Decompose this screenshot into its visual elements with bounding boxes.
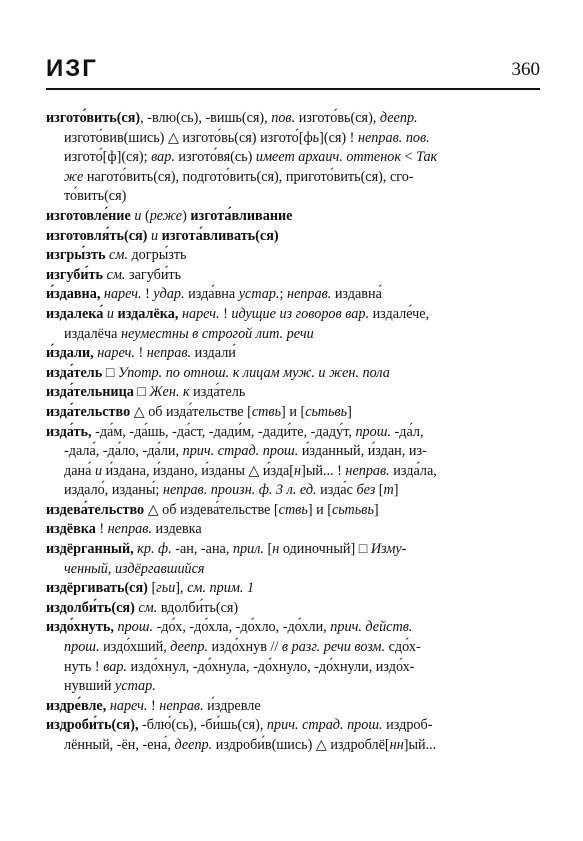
headword: изгота́вливание (190, 207, 293, 224)
entry-text: деепр. (170, 639, 208, 656)
dictionary-entry (46, 403, 540, 423)
entry-text: идущие из говоров вар. (231, 305, 370, 322)
entry-line (46, 677, 540, 697)
entry-text: изгото́[ф](ся); (64, 149, 152, 166)
entry-text: и (134, 207, 142, 224)
entry-text: см. прим. 1 (187, 580, 255, 597)
headword: изготовле́ние (46, 207, 131, 224)
headword: изда́тель (46, 364, 103, 381)
dictionary-entry (46, 716, 540, 755)
entry-text: -да́л, (391, 423, 424, 440)
entry-text: устар. (115, 678, 156, 695)
entry-line (46, 168, 540, 188)
entry-text: без (356, 482, 376, 499)
entry-text: издо́хнув // (207, 639, 282, 656)
headword: издёргивать(ся) (46, 580, 148, 597)
entry-line (46, 129, 540, 149)
entry-text: прош. (64, 639, 100, 656)
entry-text: н (294, 462, 302, 479)
headword: издева́тельство (46, 501, 145, 518)
dictionary-entry (46, 501, 540, 521)
entry-line (46, 403, 540, 423)
dictionary-entry (46, 423, 540, 501)
entry-line (46, 325, 540, 345)
entry-text: -ан, -ана, (171, 541, 233, 558)
entry-text: издали́ (191, 345, 236, 362)
entry-line (46, 658, 540, 678)
entry-line (46, 207, 540, 227)
entry-text: ь (312, 129, 320, 146)
entry-text: вдолби́ть(ся) (157, 599, 239, 616)
entry-text: и (150, 227, 159, 244)
entry-text: ь (367, 501, 374, 518)
entry-line (46, 246, 540, 266)
entry-text: ь (354, 501, 362, 518)
headword: издо́хнуть, (46, 619, 114, 636)
entry-list (46, 109, 540, 756)
entry-text: ] (347, 403, 352, 420)
entry-text: ]ый... (403, 737, 437, 753)
entry-text: имеет архаич. оттенок (255, 149, 401, 166)
entry-text: ств (278, 501, 302, 518)
entry-line (46, 305, 540, 325)
entry-text: неуместны в строгой лит. речи (120, 325, 314, 342)
entry-text: ! (147, 697, 160, 714)
headword: изгуби́ть (46, 266, 103, 283)
entry-line (46, 442, 540, 462)
headword: и́здавна, (46, 286, 101, 303)
entry-text: неправ. (146, 345, 192, 362)
entry-text: изгото́вя(сь) (174, 149, 256, 166)
entry-text: см. (138, 599, 158, 616)
entry-text: вар. (151, 149, 175, 166)
entry-text: ! (95, 521, 108, 538)
entry-text: ченный, издёргавшийся (64, 560, 205, 577)
headword: изда́тельство (46, 403, 131, 420)
entry-text: изда́тель (189, 384, 246, 401)
entry-text: [ (147, 580, 157, 597)
entry-line (46, 266, 540, 286)
entry-text: издевка (151, 521, 202, 538)
entry-text: загуби́ть (125, 266, 182, 283)
entry-text: нареч. (181, 305, 220, 322)
entry-line (46, 344, 540, 364)
dictionary-entry (46, 520, 540, 540)
entry-text: ], (175, 580, 188, 597)
headword: изгота́вливать(ся) (161, 227, 279, 244)
dictionary-entry (46, 246, 540, 266)
entry-text: ь (311, 403, 318, 420)
entry-text: нн (389, 737, 404, 753)
entry-text: неправ. пов. (357, 129, 430, 146)
dictionary-entry (46, 266, 540, 286)
entry-text: ]ый... ! (301, 462, 346, 479)
entry-text: Употр. по отнош. к лицам муж. и жен. пола (117, 364, 390, 381)
entry-text: ь (161, 580, 169, 597)
entry-text: и́здана, и́здано, и́зданы △ и́зда[ (102, 462, 295, 479)
entry-text: деепр. (379, 110, 418, 126)
dictionary-entry (46, 579, 540, 599)
entry-text: г (156, 580, 162, 597)
entry-line (46, 481, 540, 501)
entry-text: пов. (271, 110, 296, 126)
entry-line (46, 227, 540, 247)
dictionary-entry (46, 697, 540, 717)
entry-text: □ (133, 384, 150, 401)
headword: издёвка (46, 521, 96, 538)
entry-text: и́здревле (203, 697, 261, 714)
dictionary-entry (46, 599, 540, 619)
entry-text: нареч. (109, 697, 148, 714)
headword: изда́тельница (46, 384, 134, 401)
entry-text: с (331, 501, 339, 518)
entry-text: с (305, 403, 312, 420)
page-header (46, 55, 540, 85)
entry-text: ! (141, 286, 154, 303)
headword: изготовля́ть(ся) (46, 227, 148, 244)
entry-text: издалёча (64, 325, 121, 342)
entry-text: □ (102, 364, 118, 381)
entry-text: издо́хший, (99, 639, 171, 656)
entry-text: кр. ф. (137, 541, 172, 558)
entry-text: прич. страд. прош. (182, 443, 299, 460)
entry-text: -дала́, -да́ло, -да́ли, (64, 443, 183, 460)
headword: изгото́вить(ся) (46, 110, 141, 126)
headword: издалёка, (117, 305, 179, 322)
entry-text: изда́с (316, 482, 357, 499)
entry-text: неправ. (286, 286, 332, 303)
entry-text: ](ся) ! (319, 129, 358, 146)
entry-text: издроби́в(шись) △ издроблё[ (212, 737, 390, 753)
entry-line (46, 109, 540, 129)
entry-line (46, 462, 540, 482)
entry-line (46, 618, 540, 638)
entry-text: н (272, 541, 280, 558)
entry-text: см. (106, 266, 126, 283)
entry-line (46, 638, 540, 658)
entry-text: прич. действ. (330, 619, 413, 636)
dictionary-entry (46, 344, 540, 364)
entry-text: нувший (64, 678, 116, 695)
entry-text: △ об изда́тельстве [ (130, 403, 252, 420)
entry-line (46, 383, 540, 403)
entry-text: удар. (153, 286, 185, 303)
entry-text: прич. страд. прош. (266, 717, 383, 734)
entry-text: [ (375, 482, 384, 499)
entry-text: в (361, 501, 368, 518)
dictionary-entry (46, 305, 540, 344)
entry-text: догры́зть (127, 247, 187, 264)
entry-text: -до́х, -до́хла, -до́хло, -до́хли, (153, 619, 331, 636)
entry-line (46, 364, 540, 384)
entry-text: то́вить(ся) (64, 188, 127, 205)
entry-line (46, 148, 540, 168)
header-rule (46, 88, 540, 90)
entry-text: в (334, 403, 341, 420)
entry-text: прош. (117, 619, 154, 636)
entry-text: ь (338, 501, 345, 518)
entry-text: Жен. к (149, 384, 190, 401)
entry-text: -да́м, -да́шь, -да́ст, -дади́м, -дади́те, -даду́т, (91, 423, 356, 440)
headword: издёрганный, (46, 541, 134, 558)
entry-text: лённый, -ён, -ена́, (64, 737, 175, 753)
headword: и́здали, (46, 345, 94, 362)
entry-text: и (168, 580, 176, 597)
headword: издолби́ть(ся) (46, 599, 135, 616)
entry-line (46, 423, 540, 443)
entry-text: нуть ! (64, 658, 104, 675)
entry-text: т (383, 482, 394, 499)
entry-line (46, 501, 540, 521)
entry-text: ) (182, 207, 191, 224)
entry-text: издроб- (382, 717, 433, 734)
entry-line (46, 187, 540, 207)
entry-line (46, 736, 540, 756)
entry-text: ! (134, 345, 147, 362)
entry-text: нареч. (103, 286, 142, 303)
entry-text: неправ. (159, 697, 204, 714)
dictionary-entry (46, 285, 540, 305)
entry-text: , -влю(сь), -вишь(ся), (140, 110, 272, 126)
entry-text: т (344, 501, 355, 518)
headword: издре́вле, (46, 697, 107, 714)
entry-text: неправ. (107, 521, 152, 538)
entry-text: в разг. речи возм. (281, 639, 386, 656)
entry-text: ] и [ (281, 403, 306, 420)
entry-line (46, 540, 540, 560)
entry-text: △ об издева́тельстве [ (144, 501, 279, 518)
entry-text: вар. (103, 658, 127, 675)
entry-text: и (94, 462, 103, 479)
entry-line (46, 285, 540, 305)
entry-text: нареч. (97, 345, 135, 362)
entry-text: неправ. (345, 462, 390, 479)
entry-line (46, 579, 540, 599)
entry-text: ] (373, 501, 379, 518)
entry-text: деепр. (174, 737, 213, 753)
entry-text: прош. (355, 423, 391, 440)
entry-text: же (64, 168, 84, 185)
dictionary-entry (46, 227, 540, 247)
entry-text: ] и [ (307, 501, 332, 518)
entry-text: ь (301, 501, 308, 518)
entry-text: дана́ (64, 462, 95, 479)
entry-text: ! (219, 305, 232, 322)
page-number: 360 (511, 59, 540, 80)
entry-text: т (317, 403, 329, 420)
entry-text: изда́ла, (389, 462, 437, 479)
entry-text: ; (279, 286, 287, 303)
headword: издроби́ть(ся), (46, 717, 139, 734)
entry-text: издо́хнул, -до́хнула, -до́хнуло, -до́хнули, издо́х- (126, 658, 415, 675)
entry-text: Изму- (370, 541, 407, 558)
entry-text: нагото́вить(ся), подгото́вить(ся), пригото́вить(ся), сго- (83, 168, 414, 185)
dictionary-entry (46, 540, 540, 579)
entry-line (46, 716, 540, 736)
entry-text: Так (416, 149, 438, 166)
dictionary-entry (46, 383, 540, 403)
dictionary-entry (46, 364, 540, 384)
entry-text: ] (393, 482, 399, 499)
entry-text: см. (109, 247, 128, 264)
entry-text: изгото́вив(шись) △ изгото́вь(ся) изгото́[ф (64, 129, 313, 146)
entry-text: одиночный] □ (279, 541, 371, 558)
entry-text: устар. (238, 286, 280, 303)
entry-text: издало́, изданы́; (64, 482, 163, 499)
entry-line (46, 599, 540, 619)
entry-text: ь (328, 403, 335, 420)
entry-text: изда́вна (184, 286, 239, 303)
entry-text: и́зданный, и́здан, из- (298, 443, 427, 460)
entry-text: ( (141, 207, 150, 224)
entry-text: ь (274, 403, 282, 420)
entry-text: издавна́ (331, 286, 382, 303)
running-head-word: ИЗГ (46, 55, 98, 82)
dictionary-entry (46, 207, 540, 227)
entry-text: изгото́вь(ся), (295, 110, 380, 126)
dictionary-entry (46, 109, 540, 207)
entry-text: < (400, 149, 417, 166)
entry-text: издале́че, (369, 305, 430, 322)
entry-text: ств (251, 403, 275, 420)
dictionary-entry (46, 618, 540, 696)
entry-text: неправ. произн. ф. 3 л. ед. (162, 482, 317, 499)
entry-text: -блю́(сь), -би́шь(ся), (138, 717, 267, 734)
headword: издалека́ (46, 305, 104, 322)
entry-line (46, 560, 540, 580)
entry-text: и (106, 305, 114, 322)
entry-line (46, 520, 540, 540)
entry-text: сдо́х- (385, 639, 421, 656)
headword: изгры́зть (46, 247, 106, 264)
headword: изда́ть, (46, 423, 92, 440)
entry-line (46, 697, 540, 717)
entry-text: реже (149, 207, 183, 224)
entry-text: ь (340, 403, 348, 420)
entry-text: [ (263, 541, 273, 558)
entry-text: прил. (232, 541, 264, 558)
